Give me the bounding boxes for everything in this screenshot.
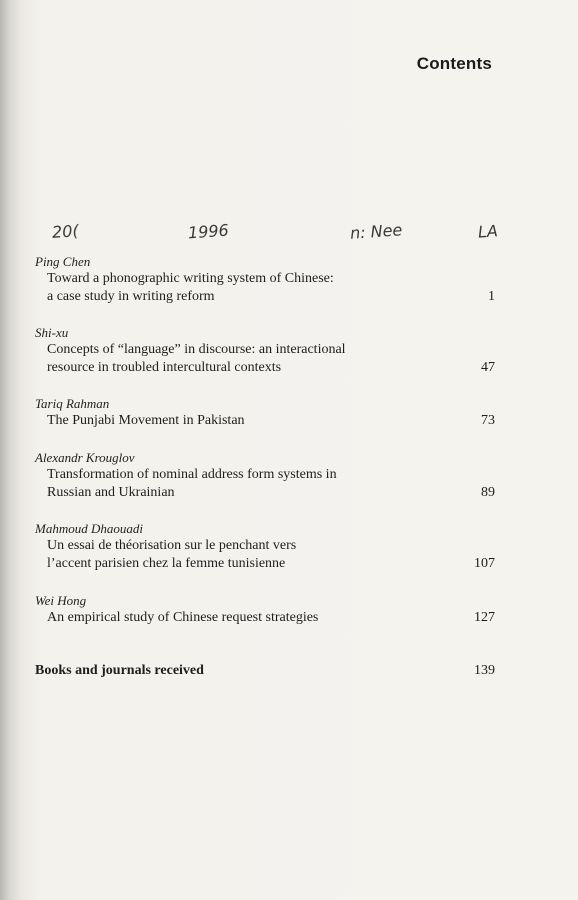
- entry-page-number: 89: [481, 485, 495, 500]
- entry-author: Ping Chen: [35, 254, 91, 269]
- entry-title-text: Russian and Ukrainian: [47, 485, 175, 500]
- toc-entry: [35, 395, 495, 430]
- entry-title-line: [35, 484, 495, 502]
- entry-title-line: [35, 288, 495, 306]
- entry-page-number: 107: [474, 556, 495, 571]
- entry-title-line: [35, 359, 495, 377]
- entry-page-number: 47: [481, 360, 495, 375]
- handwritten-note: 20(: [51, 221, 80, 242]
- entry-title-line: [35, 555, 495, 573]
- entry-author: Wei Hong: [35, 593, 87, 608]
- handwritten-note: 1996: [187, 220, 230, 243]
- entry-title-text: resource in troubled intercultural contexts: [47, 360, 282, 375]
- entry-author: Tariq Rahman: [35, 396, 110, 411]
- toc-entry: [35, 253, 495, 306]
- toc-entry: [35, 324, 495, 377]
- entry-title-line: Concepts of “language” in discourse: an interactional: [47, 342, 346, 357]
- entry-title-line: Un essai de théorisation sur le penchant vers: [47, 538, 297, 553]
- books-received-entry: [35, 663, 495, 679]
- entry-title-text: An empirical study of Chinese request strategies: [47, 610, 319, 625]
- entry-page-number: 1: [488, 289, 495, 304]
- toc-entry: [35, 592, 495, 627]
- entry-page-number: 127: [474, 610, 495, 625]
- books-received-page-number: 139: [474, 663, 495, 678]
- entry-author: Shi-xu: [35, 325, 69, 340]
- entry-title-line: [35, 609, 495, 627]
- entry-title-line: Transformation of nominal address form systems in: [47, 467, 337, 482]
- entry-title-text: l’accent parisien chez la femme tunisienne: [47, 556, 286, 571]
- entry-title-line: Toward a phonographic writing system of Chinese:: [47, 271, 334, 286]
- entry-author: Alexandr Krouglov: [35, 450, 135, 465]
- entry-author: Mahmoud Dhaouadi: [35, 521, 143, 536]
- toc-entry: [35, 520, 495, 573]
- toc-entry: [35, 449, 495, 502]
- entry-page-number: 73: [481, 413, 495, 428]
- handwritten-note: n: Nee: [349, 220, 403, 243]
- entry-title-text: The Punjabi Movement in Pakistan: [47, 413, 245, 428]
- entry-title-text: a case study in writing reform: [47, 289, 215, 304]
- page-title: Contents: [416, 54, 492, 73]
- books-received-label: Books and journals received: [35, 663, 204, 678]
- handwritten-note: LA: [477, 221, 499, 242]
- entry-title-line: [35, 412, 495, 430]
